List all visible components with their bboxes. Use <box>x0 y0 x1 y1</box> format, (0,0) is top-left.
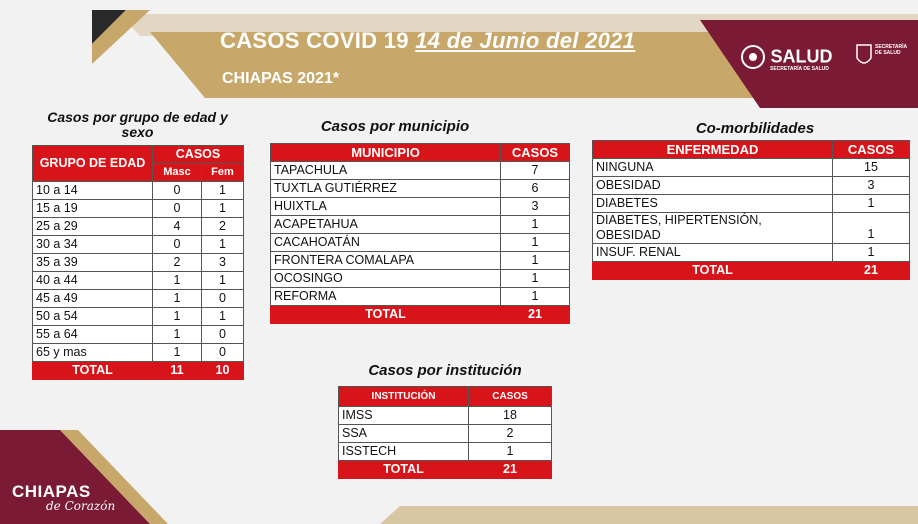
age-total-row <box>33 362 244 380</box>
age-row <box>33 182 244 200</box>
total-value: 21 <box>469 461 552 479</box>
muni-row-cases: 1 <box>501 288 570 306</box>
comorb-row-cases: 1 <box>833 195 910 213</box>
age-row <box>33 308 244 326</box>
age-row <box>33 290 244 308</box>
age-col-masc: Masc <box>153 164 202 182</box>
age-row-fem: 1 <box>201 200 243 218</box>
age-row-masc: 2 <box>153 254 202 272</box>
muni-row-cases: 7 <box>501 162 570 180</box>
comorb-row-name: INSUF. RENAL <box>593 244 833 262</box>
age-row <box>33 200 244 218</box>
age-row-masc: 1 <box>153 326 202 344</box>
inst-col-cases: CASOS <box>469 387 552 407</box>
age-row <box>33 236 244 254</box>
muni-col-cases: CASOS <box>501 144 570 162</box>
age-row-fem: 0 <box>201 290 243 308</box>
inst-row <box>339 407 552 425</box>
age-row-fem: 0 <box>201 326 243 344</box>
age-row-group: 15 a 19 <box>33 200 153 218</box>
inst-table <box>338 386 552 479</box>
total-masc: 11 <box>153 362 202 380</box>
muni-col-name: MUNICIPIO <box>271 144 501 162</box>
comorb-row <box>593 177 910 195</box>
inst-row-name: SSA <box>339 425 469 443</box>
muni-row <box>271 216 570 234</box>
age-row-masc: 1 <box>153 290 202 308</box>
page-title: CASOS COVID 19 14 de Junio del 2021 <box>220 28 636 53</box>
comorb-row-cases: 3 <box>833 177 910 195</box>
comorb-row-name: OBESIDAD <box>593 177 833 195</box>
age-row <box>33 326 244 344</box>
age-row-group: 50 a 54 <box>33 308 153 326</box>
chiapas-brand: CHIAPAS de Corazón <box>12 482 116 513</box>
comorb-row-cases: 15 <box>833 159 910 177</box>
muni-row <box>271 234 570 252</box>
total-label: TOTAL <box>33 362 153 380</box>
comorb-table <box>592 140 910 280</box>
age-row <box>33 218 244 236</box>
muni-row-cases: 1 <box>501 270 570 288</box>
age-col-fem: Fem <box>201 164 243 182</box>
age-row-fem: 2 <box>201 218 243 236</box>
age-row-group: 65 y mas <box>33 344 153 362</box>
comorb-row <box>593 159 910 177</box>
muni-row-name: HUIXTLA <box>271 198 501 216</box>
age-row-fem: 3 <box>201 254 243 272</box>
comorb-row-cases: 1 <box>833 244 910 262</box>
age-row-group: 30 a 34 <box>33 236 153 254</box>
age-row-fem: 1 <box>201 236 243 254</box>
inst-row <box>339 425 552 443</box>
total-label: TOTAL <box>593 262 833 280</box>
total-label: TOTAL <box>339 461 469 479</box>
muni-row-cases: 6 <box>501 180 570 198</box>
comorb-row <box>593 195 910 213</box>
age-row-fem: 1 <box>201 272 243 290</box>
age-row-group: 10 a 14 <box>33 182 153 200</box>
comorb-row-name: NINGUNA <box>593 159 833 177</box>
inst-heading: Casos por institución <box>368 362 522 379</box>
muni-row-cases: 1 <box>501 252 570 270</box>
inst-row <box>339 443 552 461</box>
comorb-row-name: DIABETES <box>593 195 833 213</box>
age-row-group: 55 a 64 <box>33 326 153 344</box>
muni-row <box>271 162 570 180</box>
comorb-row <box>593 213 910 244</box>
muni-row <box>271 270 570 288</box>
muni-row <box>271 180 570 198</box>
age-row-group: 25 a 29 <box>33 218 153 236</box>
muni-row-name: TAPACHULA <box>271 162 501 180</box>
muni-row-name: CACAHOATÁN <box>271 234 501 252</box>
age-table <box>32 145 244 380</box>
age-col-group: GRUPO DE EDAD <box>33 146 153 182</box>
comorb-total-row <box>593 262 910 280</box>
age-row-masc: 0 <box>153 236 202 254</box>
comorb-heading: Co-morbilidades <box>695 120 815 137</box>
age-row <box>33 272 244 290</box>
muni-total-row <box>271 306 570 324</box>
muni-row-cases: 3 <box>501 198 570 216</box>
muni-row-name: REFORMA <box>271 288 501 306</box>
total-fem: 10 <box>201 362 243 380</box>
age-row-masc: 1 <box>153 344 202 362</box>
comorb-col-cases: CASOS <box>833 141 910 159</box>
inst-total-row <box>339 461 552 479</box>
age-row-group: 40 a 44 <box>33 272 153 290</box>
age-row-masc: 1 <box>153 272 202 290</box>
salud-emblem-icon <box>740 44 766 70</box>
title-date: 14 de Junio del 2021 <box>415 28 636 53</box>
muni-row-name: FRONTERA COMALAPA <box>271 252 501 270</box>
muni-row-name: TUXTLA GUTIÉRREZ <box>271 180 501 198</box>
inst-row-cases: 2 <box>469 425 552 443</box>
age-row-masc: 0 <box>153 200 202 218</box>
comorb-row-name: DIABETES, HIPERTENSIÓN, OBESIDAD <box>593 213 833 244</box>
age-row-masc: 0 <box>153 182 202 200</box>
age-row-masc: 1 <box>153 308 202 326</box>
age-row-fem: 0 <box>201 344 243 362</box>
inst-row-name: ISSTECH <box>339 443 469 461</box>
muni-heading: Casos por municipio <box>320 118 470 135</box>
inst-row-cases: 1 <box>469 443 552 461</box>
age-row-group: 35 a 39 <box>33 254 153 272</box>
muni-row-name: OCOSINGO <box>271 270 501 288</box>
comorb-row-cases: 1 <box>833 213 910 244</box>
age-col-cases: CASOS <box>153 146 244 164</box>
age-row-fem: 1 <box>201 182 243 200</box>
total-value: 21 <box>501 306 570 324</box>
inst-row-name: IMSS <box>339 407 469 425</box>
comorb-col-name: ENFERMEDAD <box>593 141 833 159</box>
muni-row-cases: 1 <box>501 216 570 234</box>
total-label: TOTAL <box>271 306 501 324</box>
muni-table <box>270 143 570 324</box>
muni-row-cases: 1 <box>501 234 570 252</box>
muni-row <box>271 198 570 216</box>
inst-col-name: INSTITUCIÓN <box>339 387 469 407</box>
age-row-masc: 4 <box>153 218 202 236</box>
muni-row-name: ACAPETAHUA <box>271 216 501 234</box>
total-value: 21 <box>833 262 910 280</box>
age-row-fem: 1 <box>201 308 243 326</box>
state-shield-icon <box>856 44 872 68</box>
state-logo: SECRETARÍA DE SALUD <box>856 44 912 68</box>
age-heading: Casos por grupo de edad y sexo <box>47 109 228 140</box>
comorb-row <box>593 244 910 262</box>
age-row-group: 45 a 49 <box>33 290 153 308</box>
page-subtitle: CHIAPAS 2021* <box>222 70 340 87</box>
muni-row <box>271 252 570 270</box>
muni-row <box>271 288 570 306</box>
age-row <box>33 344 244 362</box>
salud-logo: SALUD SECRETARÍA DE SALUD <box>740 44 832 72</box>
age-row <box>33 254 244 272</box>
inst-row-cases: 18 <box>469 407 552 425</box>
